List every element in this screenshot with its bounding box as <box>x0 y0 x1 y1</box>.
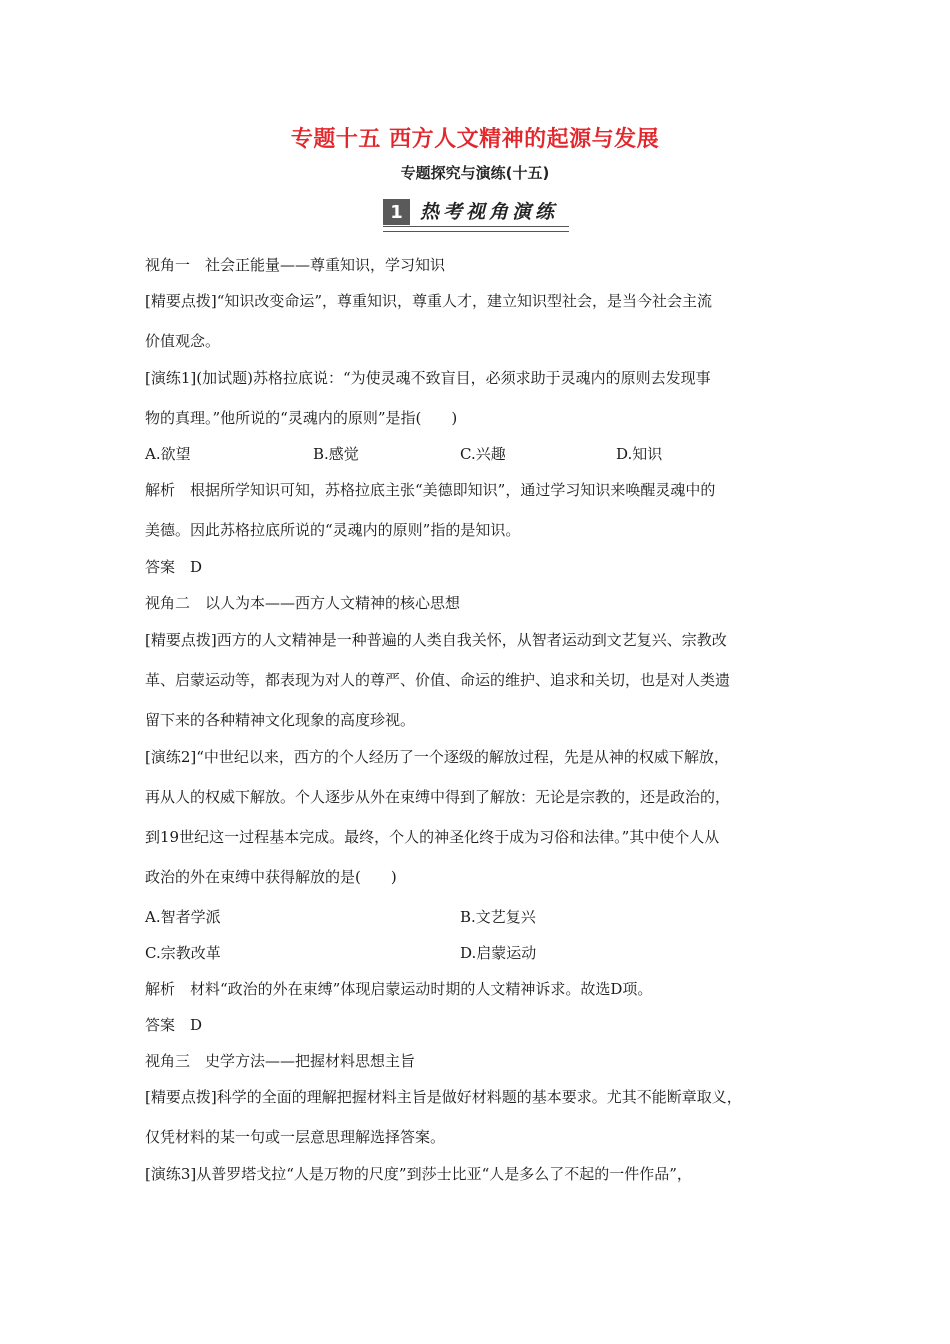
banner-text: 热考视角演练 <box>420 201 559 223</box>
page-subtitle: 专题探究与演练(十五) <box>400 164 550 182</box>
banner-underline <box>383 226 569 232</box>
section-heading-1: 视角一 社会正能量——尊重知识，学习知识 <box>145 256 446 274</box>
question-line: 政治的外在束缚中获得解放的是( ) <box>145 868 397 886</box>
question-line: 到19世纪这一过程基本完成。最终，个人的神圣化终于成为习俗和法律。”其中使个人从 <box>145 828 720 846</box>
banner-number: 1 <box>383 199 410 225</box>
paragraph-line: [精要点拨]“知识改变命运”，尊重知识，尊重人才，建立知识型社会，是当今社会主流 <box>145 292 713 310</box>
section-heading-2: 视角二 以人为本——西方人文精神的核心思想 <box>145 594 461 612</box>
answer-line: 答案 D <box>145 1016 203 1034</box>
option-d: D.启蒙运动 <box>460 944 537 962</box>
option-c: C.兴趣 <box>460 445 506 463</box>
option-b: B.文艺复兴 <box>460 908 536 926</box>
option-d: D.知识 <box>616 445 663 463</box>
paragraph-line: [精要点拨]科学的全面的理解把握材料主旨是做好材料题的基本要求。尤其不能断章取义， <box>145 1088 742 1106</box>
analysis-line: 解析 根据所学知识可知，苏格拉底主张“美德即知识”，通过学习知识来唤醒灵魂中的 <box>145 481 716 499</box>
option-a: A.欲望 <box>145 445 191 463</box>
section-banner <box>383 198 558 226</box>
paragraph-line: 仅凭材料的某一句或一层意思理解选择答案。 <box>145 1128 446 1146</box>
option-c: C.宗教改革 <box>145 944 221 962</box>
question-line: [演练2]“中世纪以来，西方的个人经历了一个逐级的解放过程，先是从神的权威下解放， <box>145 748 729 766</box>
answer-line: 答案 D <box>145 558 203 576</box>
analysis-line: 美德。因此苏格拉底所说的“灵魂内的原则”指的是知识。 <box>145 521 521 539</box>
page-title: 专题十五 西方人文精神的起源与发展 <box>290 127 660 152</box>
analysis-line: 解析 材料“政治的外在束缚”体现启蒙运动时期的人文精神诉求。故选D项。 <box>145 980 653 998</box>
section-heading-3: 视角三 史学方法——把握材料思想主旨 <box>145 1052 416 1070</box>
option-a: A.智者学派 <box>145 908 221 926</box>
paragraph-line: 留下来的各种精神文化现象的高度珍视。 <box>145 711 416 729</box>
question-line: 物的真理。”他所说的“灵魂内的原则”是指( ) <box>145 409 458 427</box>
question-line: 再从人的权威下解放。个人逐步从外在束缚中得到了解放：无论是宗教的，还是政治的， <box>145 788 731 806</box>
paragraph-line: [精要点拨]西方的人文精神是一种普遍的人类自我关怀，从智者运动到文艺复兴、宗教改 <box>145 631 727 649</box>
paragraph-line: 价值观念。 <box>145 332 221 350</box>
question-line: [演练1](加试题)苏格拉底说：“为使灵魂不致盲目，必须求助于灵魂内的原则去发现事 <box>145 369 711 387</box>
paragraph-line: 革、启蒙运动等，都表现为对人的尊严、价值、命运的维护、追求和关切，也是对人类遗 <box>145 671 731 689</box>
question-line: [演练3]从普罗塔戈拉“人是万物的尺度”到莎士比亚“人是多么了不起的一件作品”， <box>145 1165 692 1183</box>
option-b: B.感觉 <box>313 445 359 463</box>
